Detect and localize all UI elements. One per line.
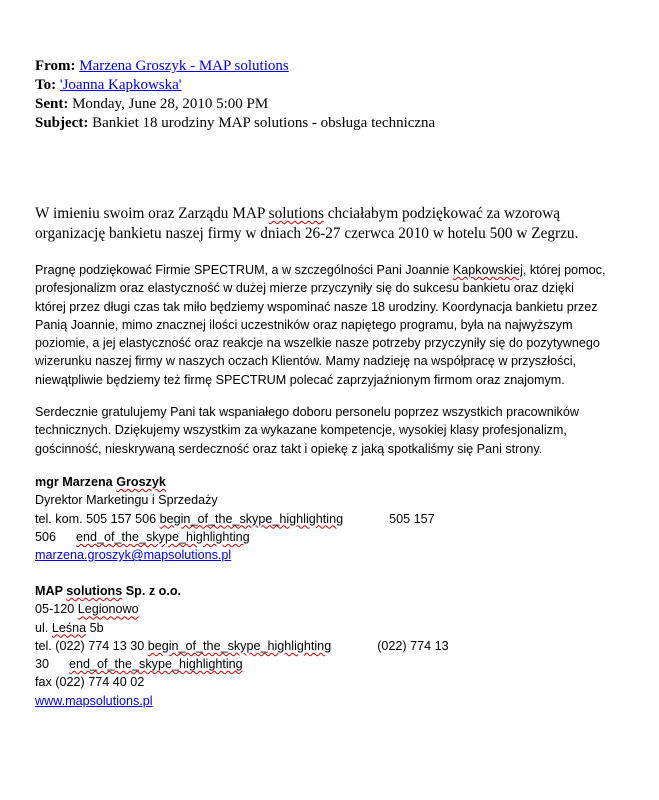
paragraph-congrats <box>35 403 635 458</box>
intro-line-2: organizację bankietu naszej firmy w dniach 26-27 czerwca 2010 w hotelu 500 w Zegrzu. <box>35 225 579 242</box>
company-name-text: Sp. z o.o. <box>122 584 182 598</box>
spellcheck-word: solutions <box>66 584 123 598</box>
sent-row <box>35 95 635 114</box>
skype-begin-marker: begin_of_the_skype_highlighting <box>147 638 332 653</box>
paragraph-text: , której pomoc, <box>522 263 606 277</box>
mobile-number-repeat[interactable]: 506 <box>35 529 57 544</box>
signature-mobile <box>35 510 635 528</box>
paragraph-line: profesjonalizm oraz elastyczność w dużej mierze przyczyniły się do sukcesu bankietu oraz dzięki <box>35 281 574 296</box>
paragraph-line: poziomie, a jej elastyczność oraz reakcje na wszelkie nasze potrzeby przyczyniły się do pozytywnego <box>35 336 600 351</box>
from-row <box>35 57 635 76</box>
sent-value: Monday, June 28, 2010 5:00 PM <box>72 96 269 112</box>
paragraph-line: gościnność, nieskrywaną serdeczność oraz takt i opiekę z jaką spotkaliśmy się Pani strony. <box>35 441 543 456</box>
paragraph-line <box>35 261 635 279</box>
spellcheck-word: solutions <box>268 205 324 222</box>
intro-line-1 <box>35 204 635 224</box>
from-label: From: <box>35 58 76 74</box>
paragraph-line: niewątpliwie będziemy też firmę SPECTRUM polecać zaprzyjaźnionym firmom oraz znajomym. <box>35 372 565 387</box>
company-street <box>35 619 635 637</box>
skype-begin-marker: begin_of_the_skype_highlighting <box>159 511 344 526</box>
spellcheck-word: Groszyk <box>116 475 166 489</box>
to-label: To: <box>35 77 57 93</box>
spellcheck-word: Leśna <box>51 620 87 635</box>
signature-block <box>35 473 635 564</box>
company-block <box>35 582 635 710</box>
signature-name <box>35 473 635 491</box>
to-row <box>35 76 635 95</box>
paragraph-line: Panią Joannie, mimo znacznej ilości uczestników oraz napiętego programu, była na najwyższym <box>35 317 573 332</box>
company-phone-cont <box>35 655 635 673</box>
subject-row <box>35 114 635 133</box>
email-link[interactable]: marzena.groszyk@mapsolutions.pl <box>35 548 232 563</box>
skype-end-marker: end_of_the_skype_highlighting <box>76 529 250 544</box>
street-text: 5b <box>86 620 104 635</box>
signature-email-row <box>35 546 635 564</box>
mobile-number: tel. kom. 505 157 506 <box>35 511 160 526</box>
paragraph-line: Serdecznie gratulujemy Pani tak wspaniałego doboru personelu poprzez wszystkich pracowników <box>35 405 579 419</box>
to-link[interactable]: 'Joanna Kapkowska' <box>59 77 182 93</box>
phone-number: tel. (022) 774 13 30 <box>35 638 148 653</box>
company-name-text: MAP <box>35 584 67 598</box>
sent-label: Sent: <box>35 96 69 112</box>
signature-title: Dyrektor Marketingu i Sprzedaży <box>35 493 218 508</box>
company-website-row <box>35 692 635 710</box>
intro-paragraph <box>35 204 635 244</box>
from-link[interactable]: Marzena Groszyk - MAP solutions <box>79 58 289 74</box>
paragraph-line: wizerunku naszej firmy w naszych oczach Klientów. Mamy nadzieję na współpracę w przyszłości, <box>35 354 577 369</box>
signature-name-text: mgr Marzena <box>35 475 117 489</box>
intro-text: chciałabym podziękować za wzorową <box>323 205 561 222</box>
paragraph-line: której przez długi czas tak miło będziemy wspominać nasze 18 urodziny. Koordynacja bankietu przez <box>35 299 598 314</box>
postal-code: 05-120 <box>35 602 78 617</box>
email-header <box>35 57 635 133</box>
company-phone <box>35 637 635 655</box>
company-postal <box>35 600 635 618</box>
subject-value: Bankiet 18 urodziny MAP solutions - obsługa techniczna <box>92 115 436 131</box>
street-text: ul. <box>35 620 52 635</box>
phone-number-repeat[interactable]: 30 <box>35 657 50 672</box>
subject-label: Subject: <box>35 115 89 131</box>
paragraph-line: technicznych. Dziękujemy wszystkim za wykazane kompetencje, wysokiej klasy profesjonalizm, <box>35 423 567 438</box>
signature-mobile-cont <box>35 528 635 546</box>
paragraph-thanks <box>35 261 635 389</box>
phone-number-repeat[interactable]: (022) 774 13 <box>377 638 449 653</box>
company-fax: fax (022) 774 40 02 <box>35 675 145 690</box>
skype-end-marker: end_of_the_skype_highlighting <box>69 657 243 672</box>
company-name <box>35 582 635 600</box>
mobile-number-repeat[interactable]: 505 157 <box>389 511 435 526</box>
intro-text: W imieniu swoim oraz Zarządu MAP <box>35 205 269 222</box>
spellcheck-word: Legionowo <box>77 602 139 617</box>
paragraph-text: Pragnę podziękować Firmie SPECTRUM, a w szczególności Pani Joannie <box>35 263 453 277</box>
website-link[interactable]: www.mapsolutions.pl <box>35 693 153 708</box>
spellcheck-word: Kapkowskiej <box>452 263 523 277</box>
